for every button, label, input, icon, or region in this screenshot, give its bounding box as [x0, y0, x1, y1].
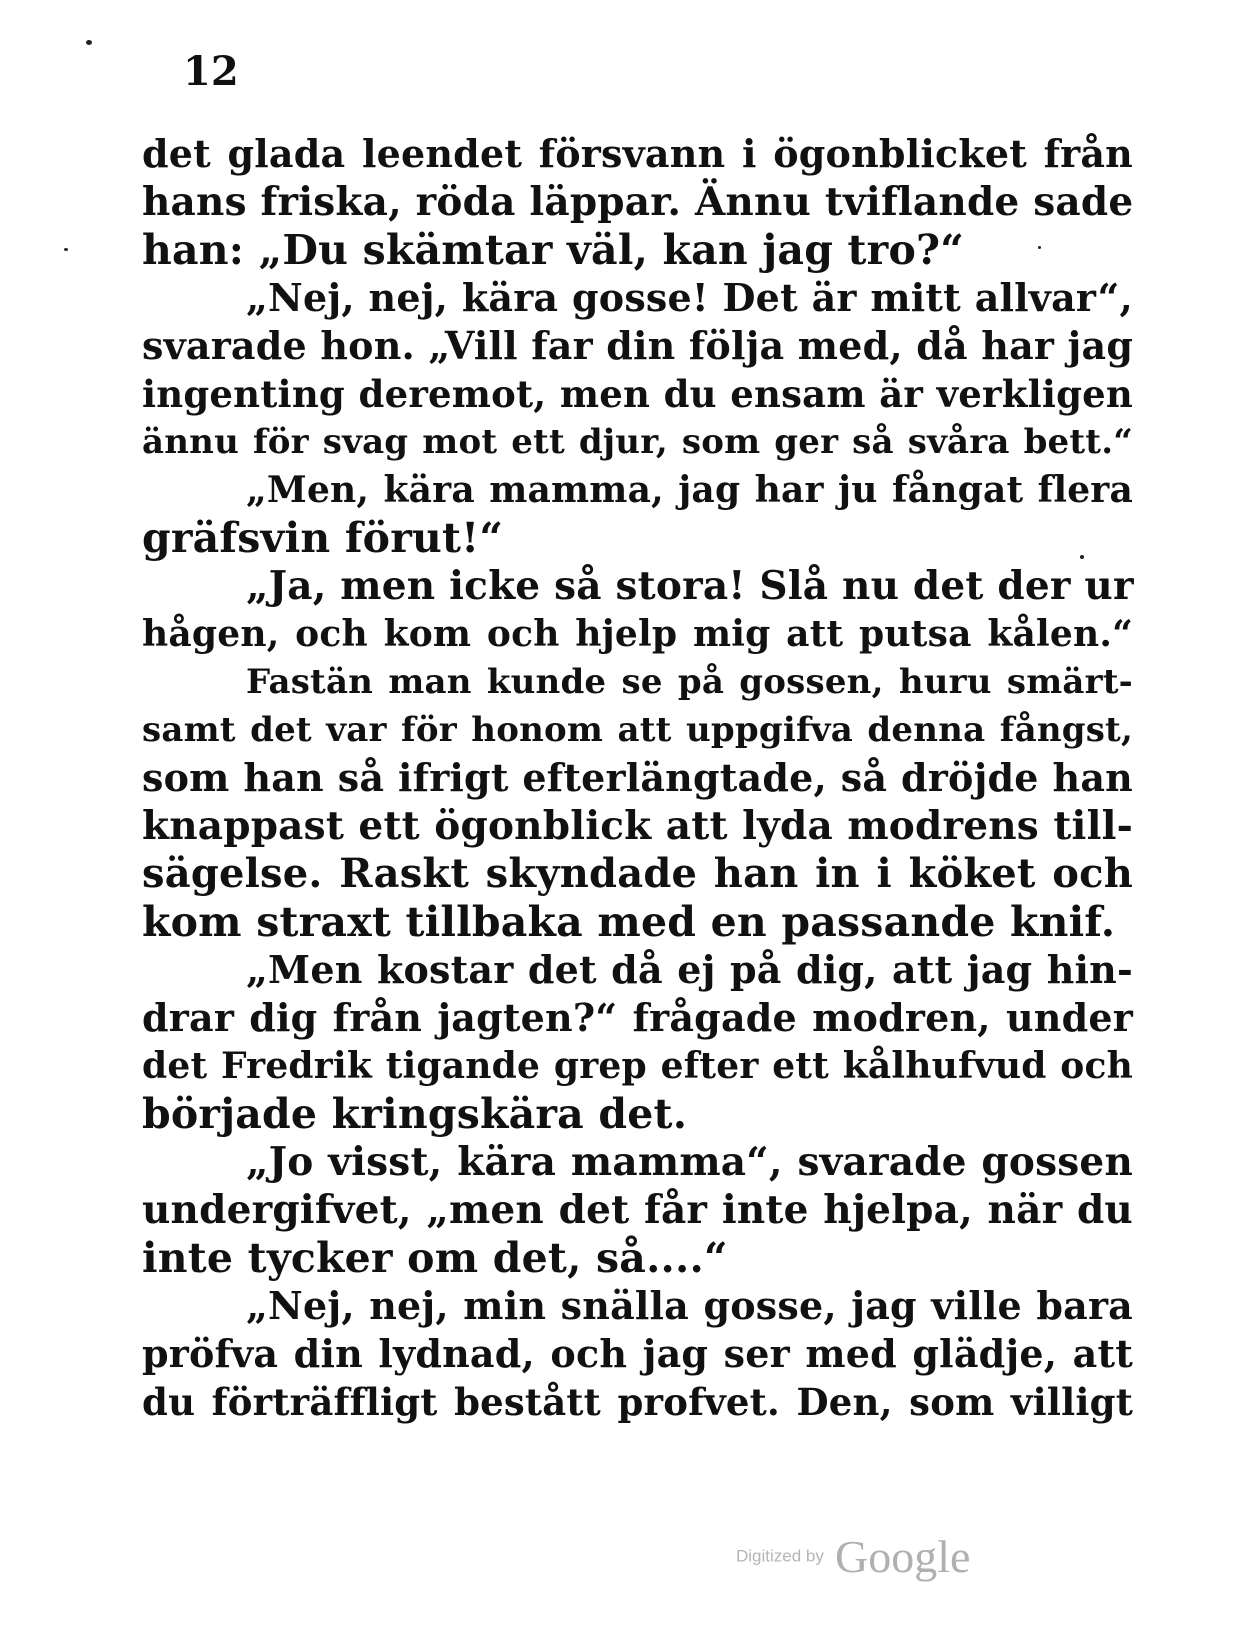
text-line: hans friska, röda läppar. Ännu tviflande sade — [142, 179, 1134, 225]
text-line: samt det var för honom att uppgifva denna fångst, — [142, 710, 1133, 750]
text-line: knappast ett ögonblick att lyda modrens till- — [142, 803, 1133, 849]
text-line: „Men, kära mamma, jag har ju fångat flera — [246, 469, 1133, 511]
scan-speck — [1038, 246, 1041, 249]
text-line: gräfsvin förut!“ — [142, 514, 504, 562]
text-line: kom straxt tillbaka med en passande knif. — [142, 898, 1116, 946]
text-line: sägelse. Raskt skyndade han in i köket och — [142, 850, 1133, 897]
text-line: som han så ifrigt efterlängtade, så dröjde han — [142, 755, 1133, 800]
text-line: „Jo visst, kära mamma“, svarade gossen — [246, 1139, 1133, 1185]
text-line: undergifvet, „men det får inte hjelpa, när du — [142, 1187, 1133, 1233]
text-line: „Ja, men icke så stora! Slå nu det der ur — [246, 563, 1134, 609]
scan-speck — [86, 40, 92, 45]
google-logo: Google — [834, 1531, 971, 1582]
text-line: „Nej, nej, kära gosse! Det är mitt allvar“, — [246, 275, 1133, 320]
text-line: det glada leendet försvann i ögonblicket från — [142, 131, 1133, 176]
text-line: du förträffligt bestått profvet. Den, som villigt — [142, 1380, 1133, 1424]
text-line: ingenting deremot, men du ensam är verkligen — [142, 372, 1133, 416]
text-line: hågen, och kom och hjelp mig att putsa kålen.“ — [142, 613, 1133, 655]
text-line: svarade hon. „Vill far din följa med, då har jag — [142, 323, 1134, 368]
watermark-prefix: Digitized by — [736, 1546, 824, 1566]
text-line: „Nej, nej, min snälla gosse, jag ville bara — [246, 1283, 1133, 1328]
text-line: „Men kostar det då ej på dig, att jag hin- — [246, 947, 1133, 992]
page-number: 12 — [183, 48, 239, 95]
digitized-by-google-watermark — [736, 1530, 970, 1583]
text-line: började kringskära det. — [142, 1090, 688, 1138]
scan-speck — [1080, 555, 1084, 559]
scan-speck — [64, 248, 68, 251]
body-text — [142, 130, 1133, 1426]
text-line: han: „Du skämtar väl, kan jag tro?“ — [142, 226, 965, 274]
text-line: det Fredrik tigande grep efter ett kålhufvud och — [142, 1045, 1133, 1087]
text-line: inte tycker om det, så....“ — [142, 1234, 728, 1282]
text-line: drar dig från jagten?“ frågade modren, under — [142, 995, 1133, 1040]
text-line: ännu för svag mot ett djur, som ger så svåra bett.“ — [142, 422, 1133, 462]
text-line: Fastän man kunde se på gossen, huru smärt- — [246, 662, 1133, 702]
text-line: pröfva din lydnad, och jag ser med glädje, att — [142, 1331, 1133, 1376]
